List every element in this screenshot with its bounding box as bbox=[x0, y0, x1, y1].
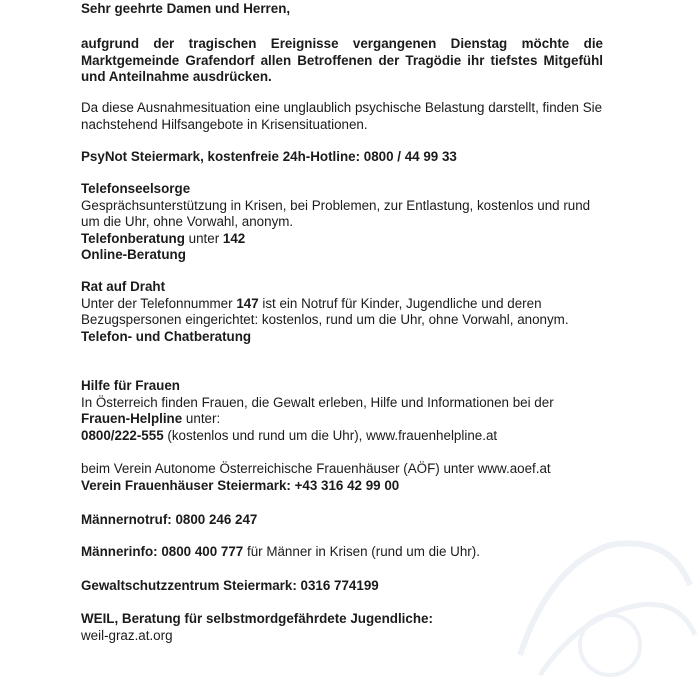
rat-auf-draht-section bbox=[81, 279, 603, 345]
verein-frauenhaeuser: Verein Frauenhäuser Steiermark: +43 316 42 99 00 bbox=[81, 478, 400, 493]
frauen-helpline-line bbox=[81, 411, 603, 428]
frauen-helpline-number: 0800/222-555 bbox=[81, 427, 164, 443]
rat-number: 147 bbox=[236, 295, 259, 311]
telefonseelsorge-section bbox=[81, 181, 603, 264]
frauen-section bbox=[81, 378, 603, 444]
psynot-hotline: PsyNot Steiermark, kostenfreie 24h-Hotline: 0800 / 44 99 33 bbox=[81, 149, 457, 164]
rat-desc-pre: Unter der Telefonnummer bbox=[81, 295, 237, 311]
telefonberatung-line bbox=[81, 231, 603, 248]
telefonseelsorge-description: Gesprächsunterstützung in Krisen, bei Problemen, zur Entlastung, kostenlos und rund um die Uhr, ohne Vorwahl, anonym. bbox=[81, 197, 591, 229]
telefonseelsorge-title: Telefonseelsorge bbox=[81, 181, 191, 196]
salutation: Sehr geehrte Damen und Herren, bbox=[81, 1, 291, 16]
frauen-title: Hilfe für Frauen bbox=[81, 378, 180, 393]
telefonberatung-number: 142 bbox=[222, 230, 246, 246]
rat-service: Telefon- und Chatberatung bbox=[81, 328, 252, 344]
telefonberatung-mid: unter bbox=[184, 230, 223, 246]
maennerinfo-label: Männerinfo: 0800 400 777 bbox=[81, 544, 244, 559]
frauen-description: In Österreich finden Frauen, die Gewalt erleben, Hilfe und Informationen bei der bbox=[81, 394, 554, 410]
rat-auf-draht-description bbox=[81, 296, 603, 329]
watermark-emblem bbox=[490, 505, 700, 700]
intro-paragraph: aufgrund der tragischen Ereignisse vergangenen Dienstag möchte die Marktgemeinde Grafendorf allen Betroffenen der Tragödie ihr tiefstes Mitgefühl und Anteilnahme ausdrücken. bbox=[81, 36, 603, 84]
frauen-helpline-label: Frauen-Helpline bbox=[81, 411, 183, 426]
weil-title: WEIL, Beratung für selbstmordgefährdete Jugendliche: bbox=[81, 611, 433, 626]
frauen-helpline-number-line bbox=[81, 428, 603, 445]
rat-desc-post: ist ein Notruf für Kinder, Jugendliche und deren Bezugspersonen eingerichtet: kostenlos, rund um die Uhr, ohne Vorwahl, anonym. bbox=[81, 295, 569, 327]
frauen-helpline-suffix: unter: bbox=[182, 411, 221, 426]
weil-url: weil-graz.at.org bbox=[81, 627, 173, 643]
rat-auf-draht-title: Rat auf Draht bbox=[81, 279, 166, 294]
maennernotruf: Männernotruf: 0800 246 247 bbox=[81, 512, 258, 527]
situation-paragraph: Da diese Ausnahmesituation eine unglaublich psychische Belastung darstellt, finden Sie nachstehend Hilfsangebote in Krisensituationen. bbox=[81, 100, 603, 132]
online-beratung: Online-Beratung bbox=[81, 247, 186, 262]
maennerinfo-desc: für Männer in Krisen (rund um die Uhr). bbox=[243, 544, 480, 559]
gewaltschutzzentrum: Gewaltschutzzentrum Steiermark: 0316 774199 bbox=[81, 578, 379, 593]
aoef-line: beim Verein Autonome Österreichische Frauenhäuser (AÖF) unter www.aoef.at bbox=[81, 461, 551, 476]
telefonberatung-label: Telefonberatung bbox=[81, 230, 185, 246]
frauen-helpline-info: (kostenlos und rund um die Uhr), www.frauenhelpline.at bbox=[163, 427, 498, 443]
